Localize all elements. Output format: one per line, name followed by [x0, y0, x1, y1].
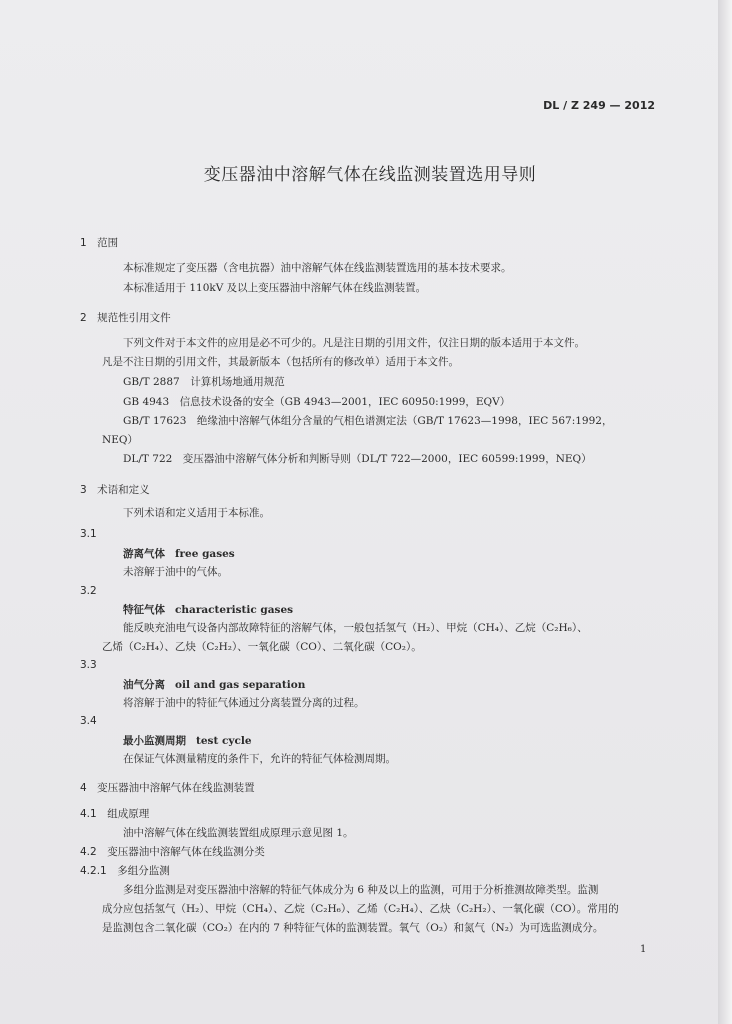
section-1-para-1: 本标准规定了变压器（含电抗器）油中溶解气体在线监测装置选用的基本技术要求。: [123, 262, 512, 274]
document-title: 变压器油中溶解气体在线监测装置选用导则: [203, 165, 537, 185]
document-number: DL / Z 249 — 2012: [543, 99, 655, 112]
reference-dlt-722: DL/T 722 变压器油中溶解气体分析和判断导则（DL/T 722—2000，IEC 60599:1999，NEQ）: [123, 453, 592, 465]
section-4-1-para: 油中溶解气体在线监测装置组成原理示意见图 1。: [123, 827, 354, 839]
section-3-heading: 3 术语和定义: [80, 484, 150, 496]
term-3-1-zh: 游离气体: [123, 548, 165, 560]
term-3-2-definition-line-1: 能反映充油电气设备内部故障特征的溶解气体，一般包括氢气（H₂）、甲烷（CH₄）、乙烷（C₂H₆）、: [123, 622, 588, 634]
reference-gbt-17623: GB/T 17623 绝缘油中溶解气体组分含量的气相色谱测定法（GB/T 17623—1998，IEC 567:1992，: [123, 415, 613, 427]
section-4-heading: 4 变压器油中溶解气体在线监测装置: [80, 782, 255, 794]
reference-gb-4943: GB 4943 信息技术设备的安全（GB 4943—2001，IEC 60950:1999，EQV）: [123, 396, 511, 408]
term-3-4-zh: 最小监测周期: [123, 735, 186, 747]
term-3-3-definition: 将溶解于油中的特征气体通过分离装置分离的过程。: [123, 697, 365, 709]
section-4-1-heading: 4.1 组成原理: [80, 808, 150, 820]
section-2-heading: 2 规范性引用文件: [80, 312, 171, 324]
section-1-heading: 1 范围: [80, 237, 119, 249]
section-4-2-1-para-line-3: 是监测包含二氧化碳（CO₂）在内的 7 种特征气体的监测装置。氧气（O₂）和氮气（N₂）为可选监测成分。: [102, 922, 604, 934]
section-3-intro: 下列术语和定义适用于本标准。: [123, 507, 270, 519]
section-4-2-1-para-line-2: 成分应包括氢气（H₂）、甲烷（CH₄）、乙烷（C₂H₆）、乙烯（C₂H₄）、乙炔（C₂H₂）、一氧化碳（CO）。常用的: [102, 903, 619, 915]
term-3-2-number: 3.2: [80, 585, 97, 597]
term-3-4: [123, 733, 252, 748]
section-4-2-1-heading: 4.2.1 多组分监测: [80, 865, 170, 877]
term-3-1: [123, 546, 235, 561]
term-3-4-en: test cycle: [196, 735, 252, 747]
reference-gbt-17623-cont: NEQ）: [102, 434, 138, 446]
section-4-2-heading: 4.2 变压器油中溶解气体在线监测分类: [80, 846, 265, 858]
term-3-3-zh: 油气分离: [123, 679, 165, 691]
term-3-3: [123, 677, 305, 692]
term-3-2-definition-line-2: 乙烯（C₂H₄）、乙炔（C₂H₂）、一氧化碳（CO）、二氧化碳（CO₂）。: [102, 641, 422, 653]
term-3-1-en: free gases: [175, 548, 235, 560]
term-3-4-definition: 在保证气体测量精度的条件下，允许的特征气体检测周期。: [123, 753, 396, 765]
reference-gbt-2887: GB/T 2887 计算机场地通用规范: [123, 376, 285, 388]
term-3-3-number: 3.3: [80, 659, 97, 671]
page-number: 1: [640, 944, 647, 955]
term-3-1-definition: 未溶解于油中的气体。: [123, 566, 228, 578]
term-3-2: [123, 602, 293, 617]
term-3-4-number: 3.4: [80, 715, 97, 727]
section-1-para-2: 本标准适用于 110kV 及以上变压器油中溶解气体在线监测装置。: [123, 282, 427, 294]
page-edge-shadow: [718, 0, 732, 1024]
term-3-3-en: oil and gas separation: [175, 679, 306, 691]
section-2-para-line-2: 凡是不注日期的引用文件，其最新版本（包括所有的修改单）适用于本文件。: [102, 356, 459, 368]
term-3-2-zh: 特征气体: [123, 604, 165, 616]
section-2-para-line-1: 下列文件对于本文件的应用是必不可少的。凡是注日期的引用文件，仅注日期的版本适用于本文件。: [123, 337, 585, 349]
section-4-2-1-para-line-1: 多组分监测是对变压器油中溶解的特征气体成分为 6 种及以上的监测，可用于分析推测故障类型。监测: [123, 884, 599, 896]
term-3-1-number: 3.1: [80, 528, 97, 540]
term-3-2-en: characteristic gases: [175, 604, 294, 616]
